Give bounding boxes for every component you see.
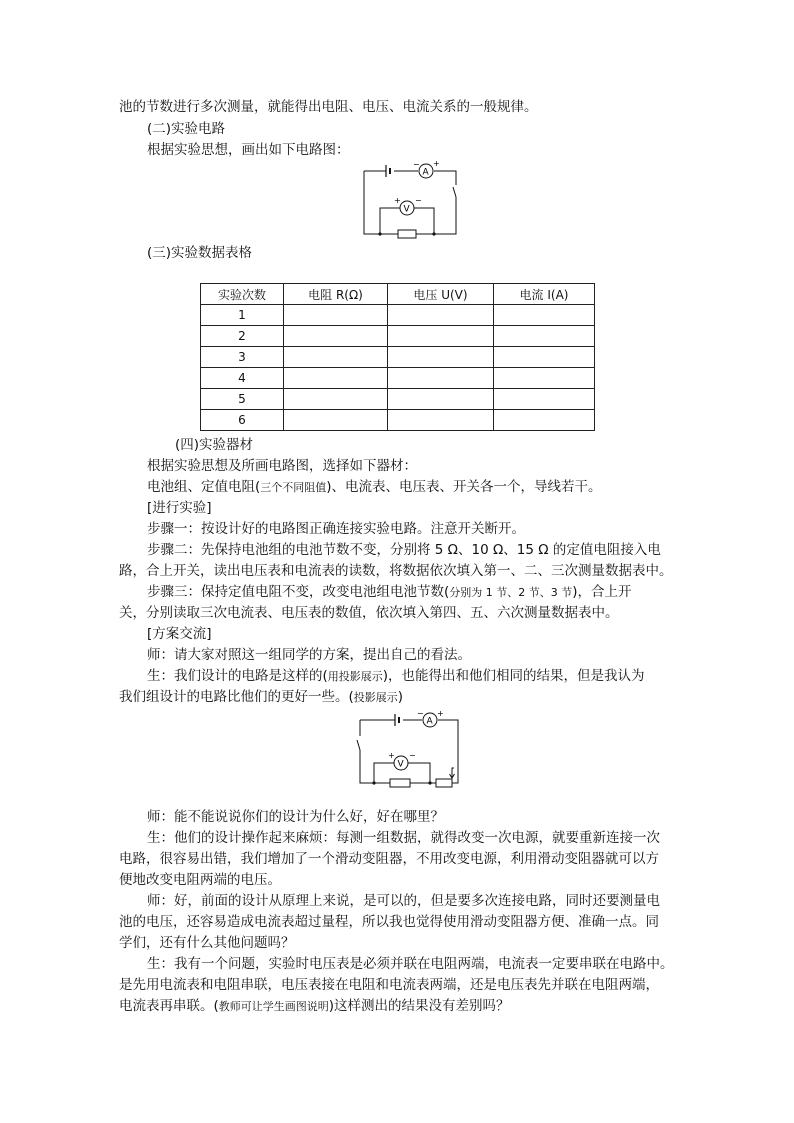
ammeter-plus: + [437, 710, 444, 718]
trial-number: 3 [201, 347, 284, 368]
student-line-3c: 电流表再串联。(教师可让学生画图说明)这样测出的结果没有差别吗？ [119, 998, 510, 1014]
student-line-2c: 便地改变电阻两端的电压。 [119, 872, 281, 888]
ammeter-minus: − [413, 160, 420, 169]
student-line-3b: 是先用电流表和电阻串联，电压表接在电阻和电流表两端，还是电压表先并联在电阻两端， [119, 977, 659, 993]
col-header-voltage: 电压 U(V) [388, 284, 494, 305]
data-table [200, 283, 595, 431]
paragraph-continued: 池的节数进行多次测量，就能得出电阻、电压、电流关系的一般规律。 [119, 99, 538, 115]
table-header-row [201, 284, 595, 305]
student-line-1b: 我们组设计的电路比他们的更好一些。(投影展示) [119, 689, 404, 705]
ammeter-label: A [426, 716, 433, 727]
teacher-line-2: 师：能不能说说你们的设计为什么好，好在哪里？ [147, 809, 444, 825]
voltmeter-minus: − [415, 196, 422, 205]
trial-number: 2 [201, 326, 284, 347]
voltmeter-plus: + [394, 196, 401, 205]
step-two-line2: 路，合上开关，读出电压表和电流表的读数，将数据依次填入第一、二、三次测量数据表中。 [119, 563, 673, 579]
voltmeter-label: V [397, 759, 404, 770]
student-line-3a: 生：我有一个问题，实验时电压表是必须并联在电阻两端，电流表一定要串联在电路中。 [147, 956, 674, 972]
voltmeter-label: V [403, 204, 410, 215]
step-three-line1: 步骤三：保持定值电阻不变，改变电池组电池节数(分别为 1 节、2 节、3 节)，合上开 [147, 584, 632, 600]
table-row [201, 410, 595, 431]
paragraph-equipment-list: 电池组、定值电阻(三个不同阻值)、电流表、电压表、开关各一个，导线若干。 [147, 479, 602, 495]
voltmeter-minus: − [409, 751, 416, 760]
circuit-diagram-2 [354, 710, 464, 792]
step-three-line2: 关，分别读取三次电流表、电压表的数值，依次填入第四、五、六次测量数据表中。 [119, 605, 619, 621]
ammeter-plus: + [433, 160, 440, 168]
ammeter-minus: − [417, 710, 424, 718]
teacher-line-3b: 池的电压，还容易造成电流表超过量程，所以我也觉得使用滑动变阻器方便、准确一点。同 [119, 914, 659, 930]
table-row [201, 368, 595, 389]
voltmeter-plus: + [388, 751, 395, 760]
paragraph-circuit-intro: 根据实验思想，画出如下电路图： [147, 142, 350, 158]
step-two-line1: 步骤二：先保持电池组的电池节数不变，分别将 5 Ω、10 Ω、15 Ω 的定值电阻接入电 [147, 542, 661, 558]
student-line-1a: 生：我们设计的电路是这样的(用投影展示)，也能得出和他们相同的结果，但是我认为 [147, 668, 645, 684]
table-row [201, 389, 595, 410]
table-row [201, 347, 595, 368]
heading-data-table: (三)实验数据表格 [147, 245, 253, 261]
teacher-line-1: 师：请大家对照这一组同学的方案，提出自己的看法。 [147, 647, 471, 663]
paragraph-equipment-intro: 根据实验思想及所画电路图，选择如下器材： [147, 458, 417, 474]
table-row [201, 305, 595, 326]
col-header-current: 电流 I(A) [494, 284, 595, 305]
table-row [201, 326, 595, 347]
heading-plan-discussion: [方案交流] [147, 626, 212, 642]
col-header-resistance: 电阻 R(Ω) [284, 284, 388, 305]
step-one: 步骤一：按设计好的电路图正确连接实验电路。注意开关断开。 [147, 521, 525, 537]
trial-number: 1 [201, 305, 284, 326]
student-line-2b: 电路，很容易出错，我们增加了一个滑动变阻器，不用改变电源，利用滑动变阻器就可以方 [119, 851, 659, 867]
ammeter-label: A [422, 167, 429, 178]
heading-circuit: (二)实验电路 [147, 121, 226, 137]
teacher-line-3c: 学们，还有什么其他问题吗？ [119, 935, 295, 951]
teacher-line-3a: 师：好，前面的设计从原理上来说，是可以的，但是要多次连接电路，同时还要测量电 [147, 893, 660, 909]
trial-number: 5 [201, 389, 284, 410]
heading-equipment: (四)实验器材 [175, 437, 254, 453]
student-line-2a: 生：他们的设计操作起来麻烦：每测一组数据，就得改变一次电源，就要重新连接一次 [147, 830, 660, 846]
trial-number: 4 [201, 368, 284, 389]
col-header-trial: 实验次数 [201, 284, 284, 305]
circuit-diagram-1 [360, 160, 470, 240]
heading-conduct-experiment: [进行实验] [147, 500, 212, 516]
trial-number: 6 [201, 410, 284, 431]
